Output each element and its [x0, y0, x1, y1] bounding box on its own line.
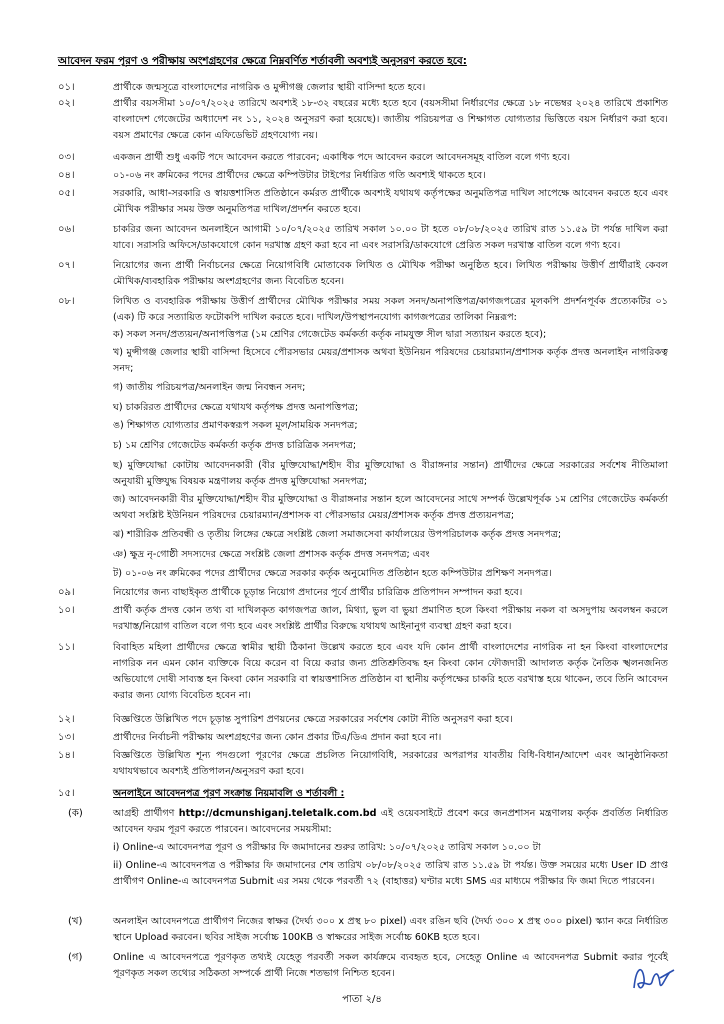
online-item: [58, 950, 668, 982]
sub-item-text: ঙ) শিক্ষাগত যোগ্যতার প্রমাণকস্বরূপ সকল মূল/সাময়িক সনদপত্র;: [113, 420, 358, 431]
item-text: প্রার্থীর বয়সসীমা ১০/০৭/২০২৫ তারিখে অবশ্যই ১৮-৩২ বছরের মধ্যে হতে হবে (বয়সসীমা নির্ধারণের ক্ষেত্রে ১৮ নভেম্বর ২০২৪ তারিখে প্রকাশিত বাংলাদেশ গেজেটের অধ্যাদেশ নং ১১, ২০২৪ অনুসরণ করা হয়েছে)। জাতীয় পরিচয়পত্র ও শিক্ষাগত যোগ্যতার ভিত্তিতে বয়স নির্ধারণ করা হবে। বয়স প্রমাণের ক্ষেত্রে কোন এফিডেভিট গ্রহণযোগ্য নয়।: [113, 98, 668, 141]
item-text: বিজ্ঞপ্তিতে উল্লিখিত শূন্য পদগুলো পূরণের ক্ষেত্রে প্রচলিত নিয়োগবিধি, সরকারের অপরাপর যাবতীয় বিধি-বিধান/আদেশ এবং আনুষ্ঠানিকতা যথাযথভাবে অবশ্যই প্রতিপালন/অনুসরণ করা হবে।: [113, 750, 668, 777]
item-text: নিয়োগের জন্য বাছাইকৃত প্রার্থীকে চূড়ান্ত নিয়োগ প্রদানের পূর্বে প্রার্থীর চারিত্রিক প্রতিপাদন সম্পাদন করা হবে।: [113, 587, 523, 598]
list-item: [58, 748, 668, 780]
online-text: অনলাইন আবেদনপত্রে প্রার্থীগণ নিজের স্বাক্ষর (দৈর্ঘ্য ৩০০ x প্রস্থ ৮০ pixel) এবং রঙিন ছবি (দৈর্ঘ্য ৩০০ x প্রস্থ ৩০০ pixel) স্ক্যান করে নির্ধারিত স্থানে Upload করবেন। ছবির সাইজ সর্বোচ্চ 100KB ও স্বাক্ষরের সাইজ সর্বোচ্চ 60KB হতে হবে।: [113, 916, 668, 943]
online-item: [58, 914, 668, 946]
sub-list-item: [58, 547, 668, 563]
item-number: ০৪।: [58, 170, 75, 181]
item-number: ০৩।: [58, 152, 75, 163]
sub-list-item: [58, 380, 668, 396]
online-text: i) Online-এ আবেদনপত্র পূরণ ও পরীক্ষার ফি জমাদানের শুরুর তারিখ: ১০/০৭/২০২৫ তারিখ সকাল ১০.০০ টা: [113, 842, 541, 853]
online-text: ii) Online-এ আবেদনপত্র ও পরীক্ষার ফি জমাদানের শেষ তারিখ ০৮/০৮/২০২৫ তারিখ রাত ১১.৫৯ টা পর্যন্ত। উক্ত সময়ের মধ্যে User ID প্রাপ্ত প্রার্থীগণ Online-এ আবেদনপত্র Submit এর সময় থেকে পরবর্তী ৭২ (বাহাত্তর) ঘণ্টার মধ্যে SMS এর মাধ্যমে পরীক্ষার ফি জমা দিতে পারবেন।: [113, 860, 668, 887]
item-number: ০১।: [58, 82, 75, 93]
item-text: প্রার্থীদের নির্বাচনী পরীক্ষায় অংশগ্রহণের জন্য কোন প্রকার টিএ/ডিএ প্রদান করা হবে না।: [113, 732, 442, 743]
sub-item-text: ঝ) শারীরিক প্রতিবন্ধী ও তৃতীয় লিঙ্গের ক্ষেত্রে সংশ্লিষ্ট জেলা সমাজসেবা কার্যালয়ের উপপরিচালক কর্তৃক প্রদত্ত সনদপত্র;: [113, 529, 562, 540]
item-text: চাকরির জন্য আবেদন অনলাইনে আগামী ১০/০৭/২০২৫ তারিখ সকাল ১০.০০ টা হতে ০৮/০৮/২০২৫ তারিখ রাত ১১.৫৯ টা পর্যন্ত দাখিল করা যাবে। সরাসরি অফিসে/ডাকযোগে কোন দরখাস্ত গ্রহণ করা হবে না এবং সরাসরি/ডাকযোগে প্রেরিত সকল দরখাস্ত বাতিল বলে গণ্য হবে।: [113, 224, 668, 251]
item-number: ১৩।: [58, 732, 75, 743]
sub-list-item: [58, 438, 668, 454]
list-item: [58, 294, 668, 326]
item-text: ০১-০৬ নং ক্রমিকের পদের প্রার্থীদের ক্ষেত্রে কম্পিউটার টাইপের নির্ধারিত গতি অবশ্যই থাকতে হবে।: [113, 170, 486, 181]
sub-item-text: ছ) মুক্তিযোদ্ধা কোটায় আবেদনকারী (বীর মুক্তিযোদ্ধা/শহীদ বীর মুক্তিযোদ্ধা ও বীরাঙ্গনার সন্তান) প্রার্থীদের ক্ষেত্রে সরকারের সর্বশেষ নীতিমালা অনুযায়ী মুক্তিযুদ্ধ বিষয়ক মন্ত্রণালয় কর্তৃক প্রদত্ত মুক্তিযোদ্ধা সনদপত্র;: [113, 460, 668, 487]
item-number: ০৮।: [58, 296, 75, 307]
list-item: [58, 603, 668, 635]
sub-list-item: [58, 527, 668, 543]
list-item: [58, 712, 668, 728]
list-item: [58, 258, 668, 290]
online-label: (খ): [68, 916, 83, 927]
online-subitem: [58, 858, 668, 890]
item-number: ০৯।: [58, 587, 75, 598]
list-item: [58, 186, 668, 218]
list-item: [58, 80, 668, 96]
item-number: ০২।: [58, 98, 75, 109]
list-item: [58, 786, 668, 802]
online-item: [58, 806, 668, 838]
item-number: ১৪।: [58, 750, 75, 761]
item-text: লিখিত ও ব্যবহারিক পরীক্ষায় উত্তীর্ণ প্রার্থীদের মৌখিক পরীক্ষার সময় সকল সনদ/অনাপত্তিপত্র/কাগজপত্রের মূলকপি প্রদর্শনপূর্বক প্রত্যেকটির ০১ (এক) টি করে সত্যায়িত ফটোকপি দাখিল করতে হবে। দাখিল/উপস্থাপনযোগ্য কাগজপত্রের তালিকা নিম্নরূপ:: [113, 296, 668, 323]
sub-list-item: [58, 566, 668, 582]
list-item: [58, 640, 668, 704]
item-text: প্রার্থী কর্তৃক প্রদত্ত কোন তথ্য বা দাখিলকৃত কাগজপত্র জাল, মিথ্যা, ভুল বা ভুয়া প্রমাণিত হলে কিংবা পরীক্ষায় নকল বা অসদুপায় অবলম্বন করলে দরখাস্ত/নিয়োগ বাতিল বলে গণ্য হবে এবং সংশ্লিষ্ট প্রার্থীর বিরুদ্ধে যথাযথ আইনানুগ ব্যবস্থা গ্রহণ করা হবে।: [113, 605, 668, 632]
online-text: Online এ আবেদনপত্রে পূরণকৃত তথ্যই যেহেতু পরবর্তী সকল কার্যক্রমে ব্যবহৃত হবে, সেহেতু Online এ আবেদনপত্র Submit করার পূর্বেই পূরণকৃত সকল তথ্যের সঠিকতা সম্পর্কে প্রার্থী নিজে শতভাগ নিশ্চিত হবেন।: [113, 952, 668, 979]
sub-item-text: জ) আবেদনকারী বীর মুক্তিযোদ্ধা/শহীদ বীর মুক্তিযোদ্ধা ও বীরাঙ্গনার সন্তান হলে আবেদনের সাথে সম্পর্ক উল্লেখপূর্বক ১ম শ্রেণির গেজেটেড কর্মকর্তা অথবা সংশ্লিষ্ট ইউনিয়ন পরিষদের চেয়ারম্যান/প্রশাসক বা পৌরসভার মেয়র/প্রশাসক কর্তৃক প্রদত্ত প্রত্যয়নপত্র;: [113, 494, 668, 521]
sub-item-text: ঘ) চাকরিরত প্রার্থীদের ক্ষেত্রে যথাযথ কর্তৃপক্ষ প্রদত্ত অনাপত্তিপত্র;: [113, 402, 359, 413]
sub-item-text: ঞ) ক্ষুদ্র নৃ-গোষ্ঠী সদস্যদের ক্ষেত্রে সংশ্লিষ্ট জেলা প্রশাসক কর্তৃক প্রদত্ত সনদপত্র; এবং: [113, 549, 430, 560]
list-item: [58, 585, 668, 601]
item-text: একজন প্রার্থী শুধু একটি পদে আবেদন করতে পারবেন; একাধিক পদে আবেদন করলে আবেদনসমূহ বাতিল বলে গণ্য হবে।: [113, 152, 571, 163]
application-url-link[interactable]: http://dcmunshiganj.teletalk.com.bd: [178, 808, 377, 819]
item-number: ১১।: [58, 642, 75, 653]
item-number: ০৫।: [58, 188, 75, 199]
sub-list-item: [58, 492, 668, 524]
online-text: এই ওয়েবসাইটে প্রবেশ করে জনপ্রশাসন মন্ত্রণালয় কর্তৃক প্রবর্তিত নির্ধারিত আবেদন ফরম পূরণ করতে পারবেন। আবেদনের সময়সীমা:: [113, 808, 668, 835]
sub-list-item: [58, 400, 668, 416]
item-number: ০৭।: [58, 260, 75, 271]
online-text: আগ্রহী প্রার্থীগণ: [113, 808, 179, 819]
page-heading: আবেদন ফরম পূরণ ও পরীক্ষায় অংশগ্রহণের ক্ষেত্রে নিম্নবর্ণিত শর্তাবলী অবশ্যই অনুসরণ করতে হবে:: [58, 55, 467, 67]
item-text: সরকারি, আধা-সরকারি ও স্বায়ত্তশাসিত প্রতিষ্ঠানে কর্মরত প্রার্থীকে অবশ্যই যথাযথ কর্তৃপক্ষের অনুমতিপত্র দাখিল সাপেক্ষে আবেদন করতে হবে এবং মৌখিক পরীক্ষার সময় উক্ত অনুমতিপত্র দাখিল/প্রদর্শন করতে হবে।: [113, 188, 668, 215]
sub-list-item: [58, 345, 668, 377]
sub-list-item: [58, 418, 668, 434]
item-text: প্রার্থীকে জন্মসূত্রে বাংলাদেশের নাগরিক ও মুন্সীগঞ্জ জেলার স্থায়ী বাসিন্দা হতে হবে।: [113, 82, 426, 93]
list-item: [58, 222, 668, 254]
list-item: [58, 168, 668, 184]
sub-list-item: [58, 327, 668, 343]
sub-item-text: চ) ১ম শ্রেণির গেজেটেড কর্মকর্তা কর্তৃক প্রদত্ত চারিত্রিক সনদপত্র;: [113, 440, 357, 451]
sub-item-text: ট) ০১-০৬ নং ক্রমিকের পদের প্রার্থীদের ক্ষেত্রে সরকার কর্তৃক অনুমোদিত প্রতিষ্ঠান হতে কম্পিউটার প্রশিক্ষণ সনদপত্র।: [113, 568, 552, 579]
item-number: ০৬।: [58, 224, 75, 235]
item-text: বিজ্ঞপ্তিতে উল্লিখিত পদে চূড়ান্ত সুপারিশ প্রণয়নের ক্ষেত্রে সরকারের সর্বশেষ কোটা নীতি অনুসরণ করা হবে।: [113, 714, 513, 725]
sub-list-item: [58, 458, 668, 490]
online-label: (গ): [68, 952, 83, 963]
list-item: [58, 150, 668, 166]
list-item: [58, 96, 668, 144]
section-title: অনলাইনে আবেদনপত্র পূরণ সংক্রান্ত নিয়মাবলি ও শর্তাবলী :: [113, 788, 345, 799]
item-number: ১২।: [58, 714, 75, 725]
item-number: ১৫।: [58, 788, 75, 799]
sub-item-text: গ) জাতীয় পরিচয়পত্র/অনলাইন জন্ম নিবন্ধন সনদ;: [113, 382, 306, 393]
online-label: (ক): [68, 808, 83, 819]
sub-item-text: খ) মুন্সীগঞ্জ জেলার স্থায়ী বাসিন্দা হিসেবে পৌরসভার মেয়র/প্রশাসক অথবা ইউনিয়ন পরিষদের চেয়ারম্যান/প্রশাসক কর্তৃক প্রদত্ত অনলাইন নাগরিকত্ব সনদ;: [113, 347, 668, 374]
list-item: [58, 730, 668, 746]
online-subitem: [58, 840, 668, 856]
item-text: বিবাহিত মহিলা প্রার্থীদের ক্ষেত্রে স্বামীর স্থায়ী ঠিকানা উল্লেখ করতে হবে এবং যদি কোন প্রার্থী বাংলাদেশের নাগরিক না হন কিংবা বাংলাদেশের নাগরিক নন এমন কোন ব্যক্তিকে বিয়ে করেন বা বিয়ে করার জন্য প্রতিশ্রুতিবদ্ধ হন কিংবা কোন ফৌজদারী আদালত কর্তৃক নৈতিক স্খলনজনিত অভিযোগে দোষী সাব্যস্ত হন কিংবা কোন সরকারি বা স্বায়ত্তশাসিত প্রতিষ্ঠান বা স্থানীয় কর্তৃপক্ষের চাকরি হতে বরখাস্ত হয়ে থাকেন, তবে তিনি আবেদন করার জন্য যোগ্য বিবেচিত হবেন না।: [113, 642, 668, 701]
sub-item-text: ক) সকল সনদ/প্রত্যয়ন/অনাপত্তিপত্র (১ম শ্রেণির গেজেটেড কর্মকর্তা কর্তৃক নামযুক্ত সীল দ্বারা সত্যায়ন করতে হবে);: [113, 329, 547, 340]
page-number: পাতা ২/৪: [342, 994, 382, 1005]
item-text: নিয়োগের জন্য প্রার্থী নির্বাচনের ক্ষেত্রে নিয়োগবিধি মোতাবেক লিখিত ও মৌখিক পরীক্ষা অনুষ্ঠিত হবে। লিখিত পরীক্ষায় উত্তীর্ণ প্রার্থীরাই কেবল মৌখিক/ব্যবহারিক পরীক্ষায় অংশগ্রহণের জন্য বিবেচিত হবেন।: [113, 260, 668, 287]
item-number: ১০।: [58, 605, 75, 616]
